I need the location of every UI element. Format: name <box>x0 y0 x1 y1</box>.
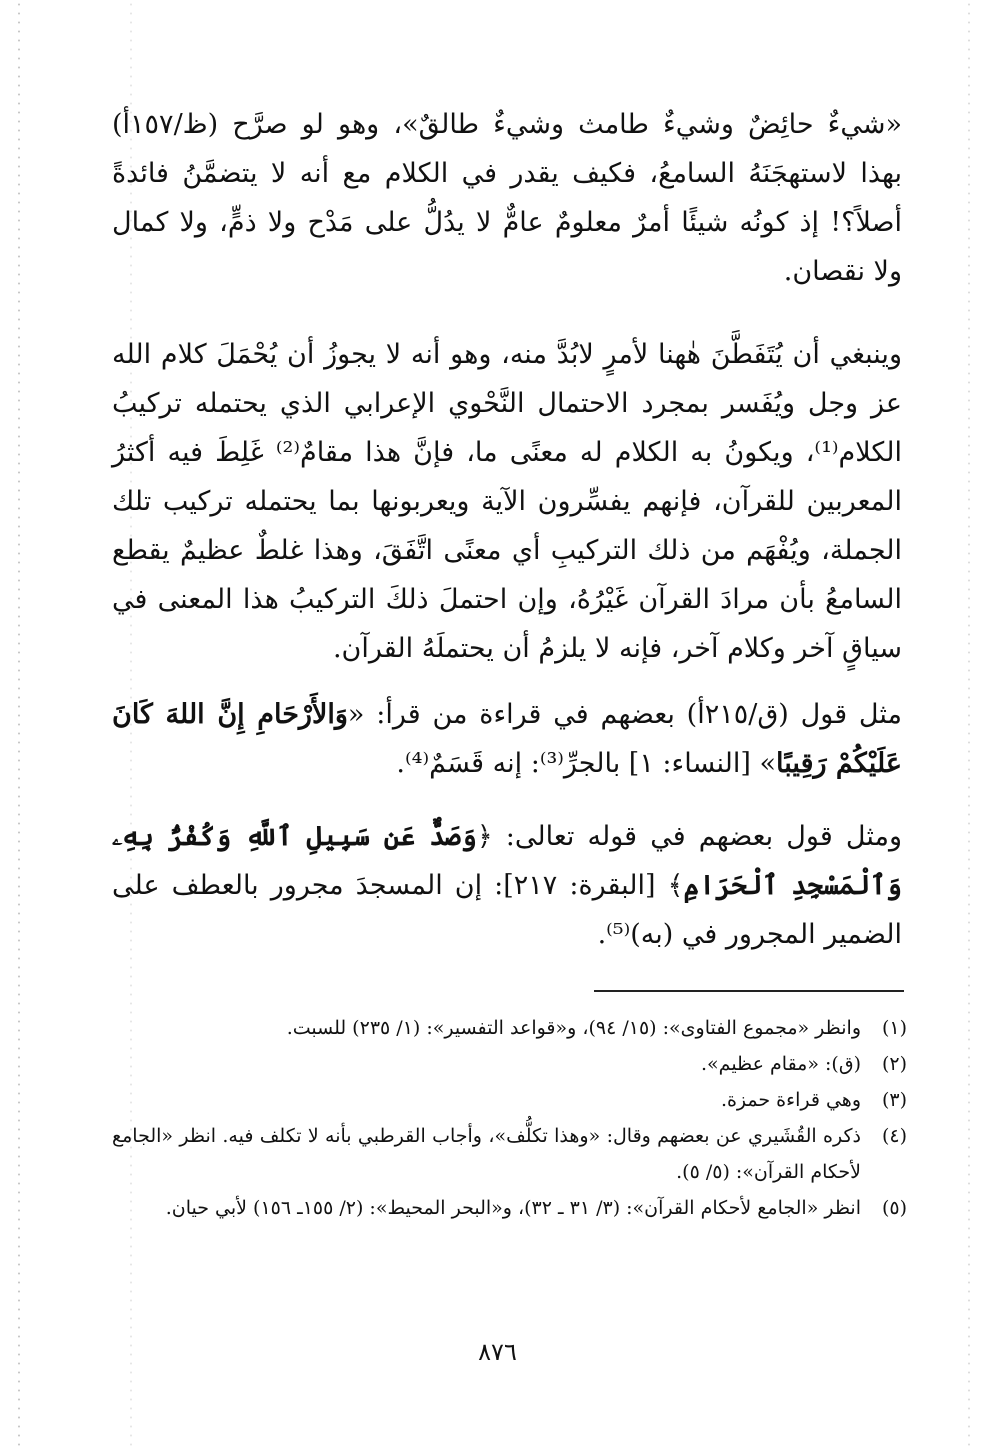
footnote-number: (٤) <box>881 1125 907 1147</box>
footnote-item <box>112 1190 907 1226</box>
footnote-number: (٥) <box>881 1197 907 1219</box>
page-number: ٨٧٦ <box>478 1338 517 1366</box>
footnote-item <box>112 1118 907 1190</box>
footnote-item <box>112 1010 907 1046</box>
footnote-separator <box>594 990 904 992</box>
scan-artifact-dots <box>968 0 970 1447</box>
footnote-number: (٢) <box>881 1053 907 1075</box>
paragraph-text-before-quote: ومثل قول بعضهم في قوله تعالى: ﴿ <box>476 821 902 852</box>
paragraph-text: وينبغي أن يُتَفَطَّنَ هٰهنا لأمرٍ لابُدَّ منه، وهو أنه لا يجوزُ أن يُحْمَلَ كلام الله عز وجل ويُفَسر بمجرد الاحتمال النَّحْوي الإعرابي الذي يحتمله تركيبُ الكلام⁽¹⁾، ويكونُ به الكلام له معنًى ما، فإنَّ هذا مقامٌ⁽²⁾ غَلِطَ فيه أكثرُ المعربين للقرآن، فإنهم يفسِّرون الآية ويعربونها بما يحتمله تركيب تلك الجملة، ويُفْهَم من ذلك التركيبِ أي معنًى اتَّفَقَ، وهذا غلطٌ عظيمٌ يقطع السامعُ بأن مرادَ القرآن غَيْرُهُ، وإن احتملَ ذلكَ التركيبُ هذا المعنى في سياقٍ آخر وكلام آخر، فإنه لا يلزمُ أن يحتملَهُ القرآن. <box>112 339 902 664</box>
footnote-number: (١) <box>881 1017 907 1039</box>
footnote-text: وانظر «مجموع الفتاوى»: (١٥/ ٩٤)، و«قواعد التفسير»: (١/ ٢٣٥) للسبت. <box>286 1017 861 1039</box>
paragraph-text-after-quote: ﴾ [البقرة: ٢١٧]: إن المسجدَ مجرور بالعطف على الضمير المجرور في (به)⁽⁵⁾. <box>112 870 902 950</box>
body-paragraph <box>112 100 902 296</box>
footnote-item <box>112 1046 907 1082</box>
paragraph-text-before-quote: مثل قول (ق/٢١٥أ) بعضهم في قراءة من قرأ: « <box>347 699 902 730</box>
scan-artifact-dots <box>18 0 20 1447</box>
footnote-number: (٣) <box>881 1089 907 1111</box>
footnotes-section <box>112 1010 907 1226</box>
footnote-text: انظر «الجامع لأحكام القرآن»: (٣/ ٣١ ـ ٣٢)، و«البحر المحيط»: (٢/ ١٥٥ـ ١٥٦) لأبي حيان. <box>165 1197 861 1219</box>
paragraph-text <box>112 690 902 788</box>
footnote-text: (ق): «مقام عظيم». <box>701 1053 861 1075</box>
body-paragraph <box>112 812 902 959</box>
footnote-item <box>112 1082 907 1118</box>
body-paragraph <box>112 690 902 788</box>
paragraph-text <box>112 812 902 959</box>
quran-quote: وَصَدٌّ عَن سَبِيلِ ٱللَّهِ وَكُفْرٌۢ بِهِۦ وَٱلْمَسْجِدِ ٱلْحَرَامِ <box>112 821 902 901</box>
paragraph-text-after-quote: » [النساء: ١] بالجرِّ⁽³⁾: إنه قَسَمٌ⁽⁴⁾. <box>396 748 777 779</box>
paragraph-text: «شيءٌ حائِضٌ وشيءٌ طامث وشيءٌ طالقٌ»، وهو لو صرَّح (ظ/١٥٧أ) بهذا لاستهجَنَهُ السامعُ، فكيف يقدر في الكلام مع أنه لا يتضمَّنُ فائدةً أصلاً؟! إذ كونُه شيئًا أمرٌ معلومٌ عامٌّ لا يدُلُّ على مَدْح ولا ذمٍّ، ولا كمال ولا نقصان. <box>112 109 902 287</box>
footnote-text: ذكره القُشَيري عن بعضهم وقال: «وهذا تكلُّف»، وأجاب القرطبي بأنه لا تكلف فيه. انظر «الجامع لأحكام القرآن»: (٥/ ٥). <box>112 1125 861 1183</box>
quran-quote: وَالأَرْحَامِ إِنَّ اللهَ كَانَ عَلَيْكُمْ رَقِيبًا <box>112 699 902 779</box>
body-paragraph <box>112 330 902 673</box>
footnote-text: وهي قراءة حمزة. <box>720 1089 861 1111</box>
